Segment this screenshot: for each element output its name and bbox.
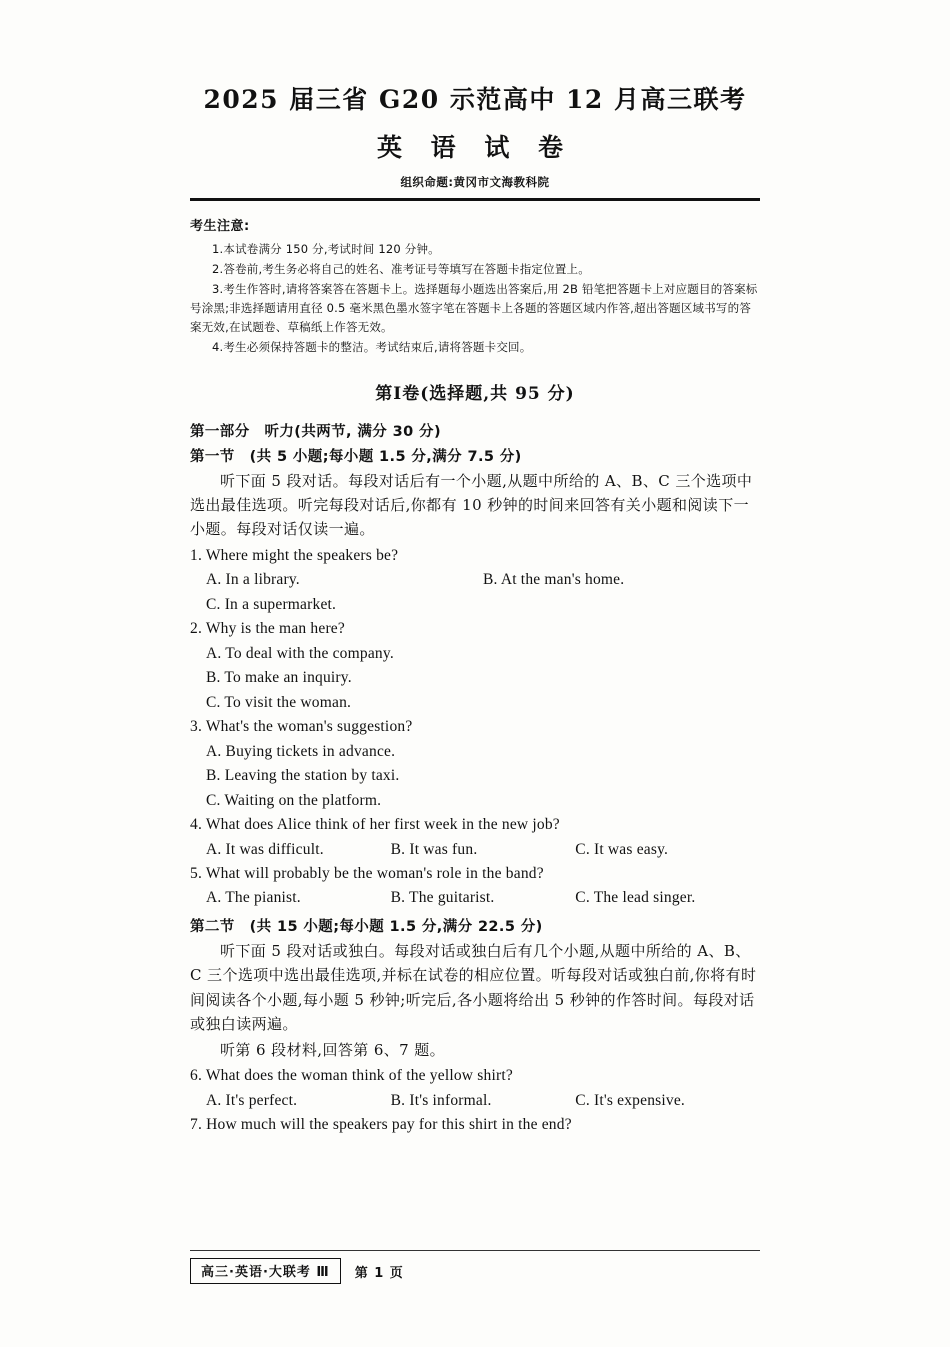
question-text: What does the woman think of the yellow shirt? <box>205 1067 513 1085</box>
question-block <box>190 1113 760 1137</box>
question-stem <box>190 862 760 886</box>
option-row <box>190 593 760 617</box>
volume-banner: 第Ⅰ卷(选择题,共 95 分) <box>375 383 575 404</box>
option-c[interactable]: C. It was easy. <box>575 840 669 858</box>
notice-item: 4.考生必须保持答题卡的整洁。考试结束后,请将答题卡交回。 <box>212 339 532 354</box>
question-block <box>190 715 760 813</box>
section-one-heading: 第一节 (共 5 小题;每小题 1.5 分,满分 7.5 分) <box>190 448 522 465</box>
option-b[interactable]: B. It was fun. <box>390 840 478 858</box>
page-footer <box>190 1258 760 1284</box>
option-row <box>190 886 760 910</box>
option-c[interactable]: C. It's expensive. <box>575 1091 685 1109</box>
question-stem <box>190 715 760 739</box>
option-b[interactable]: B. It's informal. <box>390 1091 492 1109</box>
option-row <box>190 838 760 862</box>
notice-item: 3.考生作答时,请将答案答在答题卡上。选择题每小题选出答案后,用 2B 铅笔把答题卡上对应题目的答案标号涂黑;非选择题请用直径 0.5 毫米黑色墨水签字笔在答题卡上各题的答题区域内作答,超出答题区域书写的答案无效,在试题卷、草稿纸上作答无效。 <box>190 281 758 334</box>
option-c[interactable]: C. To visit the woman. <box>206 693 352 711</box>
option-b[interactable]: B. At the man's home. <box>483 571 625 589</box>
question-stem <box>190 1064 760 1088</box>
page-title: 2025 届三省 G20 示范高中 12 月高三联考 <box>203 85 747 114</box>
question-number: 5. <box>190 865 203 882</box>
question-text: Where might the speakers be? <box>205 546 399 564</box>
question-stem <box>190 1113 760 1137</box>
option-a[interactable]: A. It was difficult. <box>206 840 324 858</box>
footer-divider <box>190 1250 760 1251</box>
question-stem <box>190 617 760 641</box>
notice-item: 2.答卷前,考生务必将自己的姓名、准考证号等填写在答题卡指定位置上。 <box>212 261 590 276</box>
question-text: What's the woman's suggestion? <box>205 718 413 736</box>
section-two-heading: 第二节 (共 15 小题;每小题 1.5 分,满分 22.5 分) <box>190 918 543 935</box>
question-text: What will probably be the woman's role in the band? <box>205 865 544 882</box>
question-number: 1. <box>190 546 203 564</box>
option-row <box>190 740 760 813</box>
option-a[interactable]: A. Buying tickets in advance. <box>206 742 396 760</box>
question-text: What does Alice think of her first week in the new job? <box>205 816 560 834</box>
footer-page-number: 第 1 页 <box>354 1265 404 1281</box>
option-c[interactable]: C. The lead singer. <box>575 889 696 907</box>
section-one-instruction: 听下面 5 段对话。每段对话后有一个小题,从题中所给的 A、B、C 三个选项中选出最佳选项。听完每段对话后,你都有 10 秒钟的时间来回答有关小题和阅读下一小题。每段对话仅读一遍。 <box>190 471 753 539</box>
header-divider <box>190 198 760 201</box>
subject-title: 英 语 试 卷 <box>376 133 574 162</box>
question-number: 4. <box>190 816 203 834</box>
part-one-heading: 第一部分 听力(共两节, 满分 30 分) <box>190 423 441 440</box>
question-block <box>190 813 760 862</box>
notice-item: 1.本试卷满分 150 分,考试时间 120 分钟。 <box>212 242 440 256</box>
section-two-instruction: 听下面 5 段对话或独白。每段对话或独白后有几个小题,从题中所给的 A、B、C 三个选项中选出最佳选项,并标在试卷的相应位置。听每段对话或独白前,你将有时间阅读各个小题,每小题 5 秒钟;听完后,各小题将给出 5 秒钟的作答时间。每段对话或独白读两遍。 <box>190 941 757 1033</box>
question-block <box>190 617 760 715</box>
question-stem <box>190 813 760 837</box>
option-c[interactable]: C. In a supermarket. <box>206 595 337 613</box>
question-text: Why is the man here? <box>205 620 345 638</box>
question-text: How much will the speakers pay for this shirt in the end? <box>206 1116 572 1134</box>
footer-label: 高三·英语·大联考 Ⅲ <box>190 1258 341 1284</box>
option-b[interactable]: B. To make an inquiry. <box>206 669 352 687</box>
material-six-note: 听第 6 段材料,回答第 6、7 题。 <box>220 1041 446 1060</box>
question-number: 7. <box>190 1116 203 1134</box>
option-row <box>190 1089 760 1113</box>
option-b[interactable]: B. Leaving the station by taxi. <box>206 767 400 785</box>
question-number: 3. <box>190 718 203 736</box>
notice-list <box>190 240 760 357</box>
option-row <box>190 642 760 715</box>
question-block <box>190 544 760 617</box>
option-a[interactable]: A. In a library. <box>206 571 300 589</box>
organizer-line: 组织命题:黄冈市文海教科院 <box>400 175 550 189</box>
question-block <box>190 862 760 911</box>
question-stem <box>190 544 760 568</box>
paper-body <box>190 80 760 1138</box>
question-number: 6. <box>190 1067 203 1085</box>
notice-heading: 考生注意: <box>190 219 250 234</box>
option-row <box>190 568 760 592</box>
option-c[interactable]: C. Waiting on the platform. <box>206 791 382 809</box>
question-number: 2. <box>190 620 203 638</box>
option-a[interactable]: A. It's perfect. <box>206 1091 298 1109</box>
option-a[interactable]: A. The pianist. <box>206 889 301 907</box>
option-a[interactable]: A. To deal with the company. <box>206 644 394 662</box>
option-b[interactable]: B. The guitarist. <box>390 889 495 907</box>
question-block <box>190 1064 760 1113</box>
